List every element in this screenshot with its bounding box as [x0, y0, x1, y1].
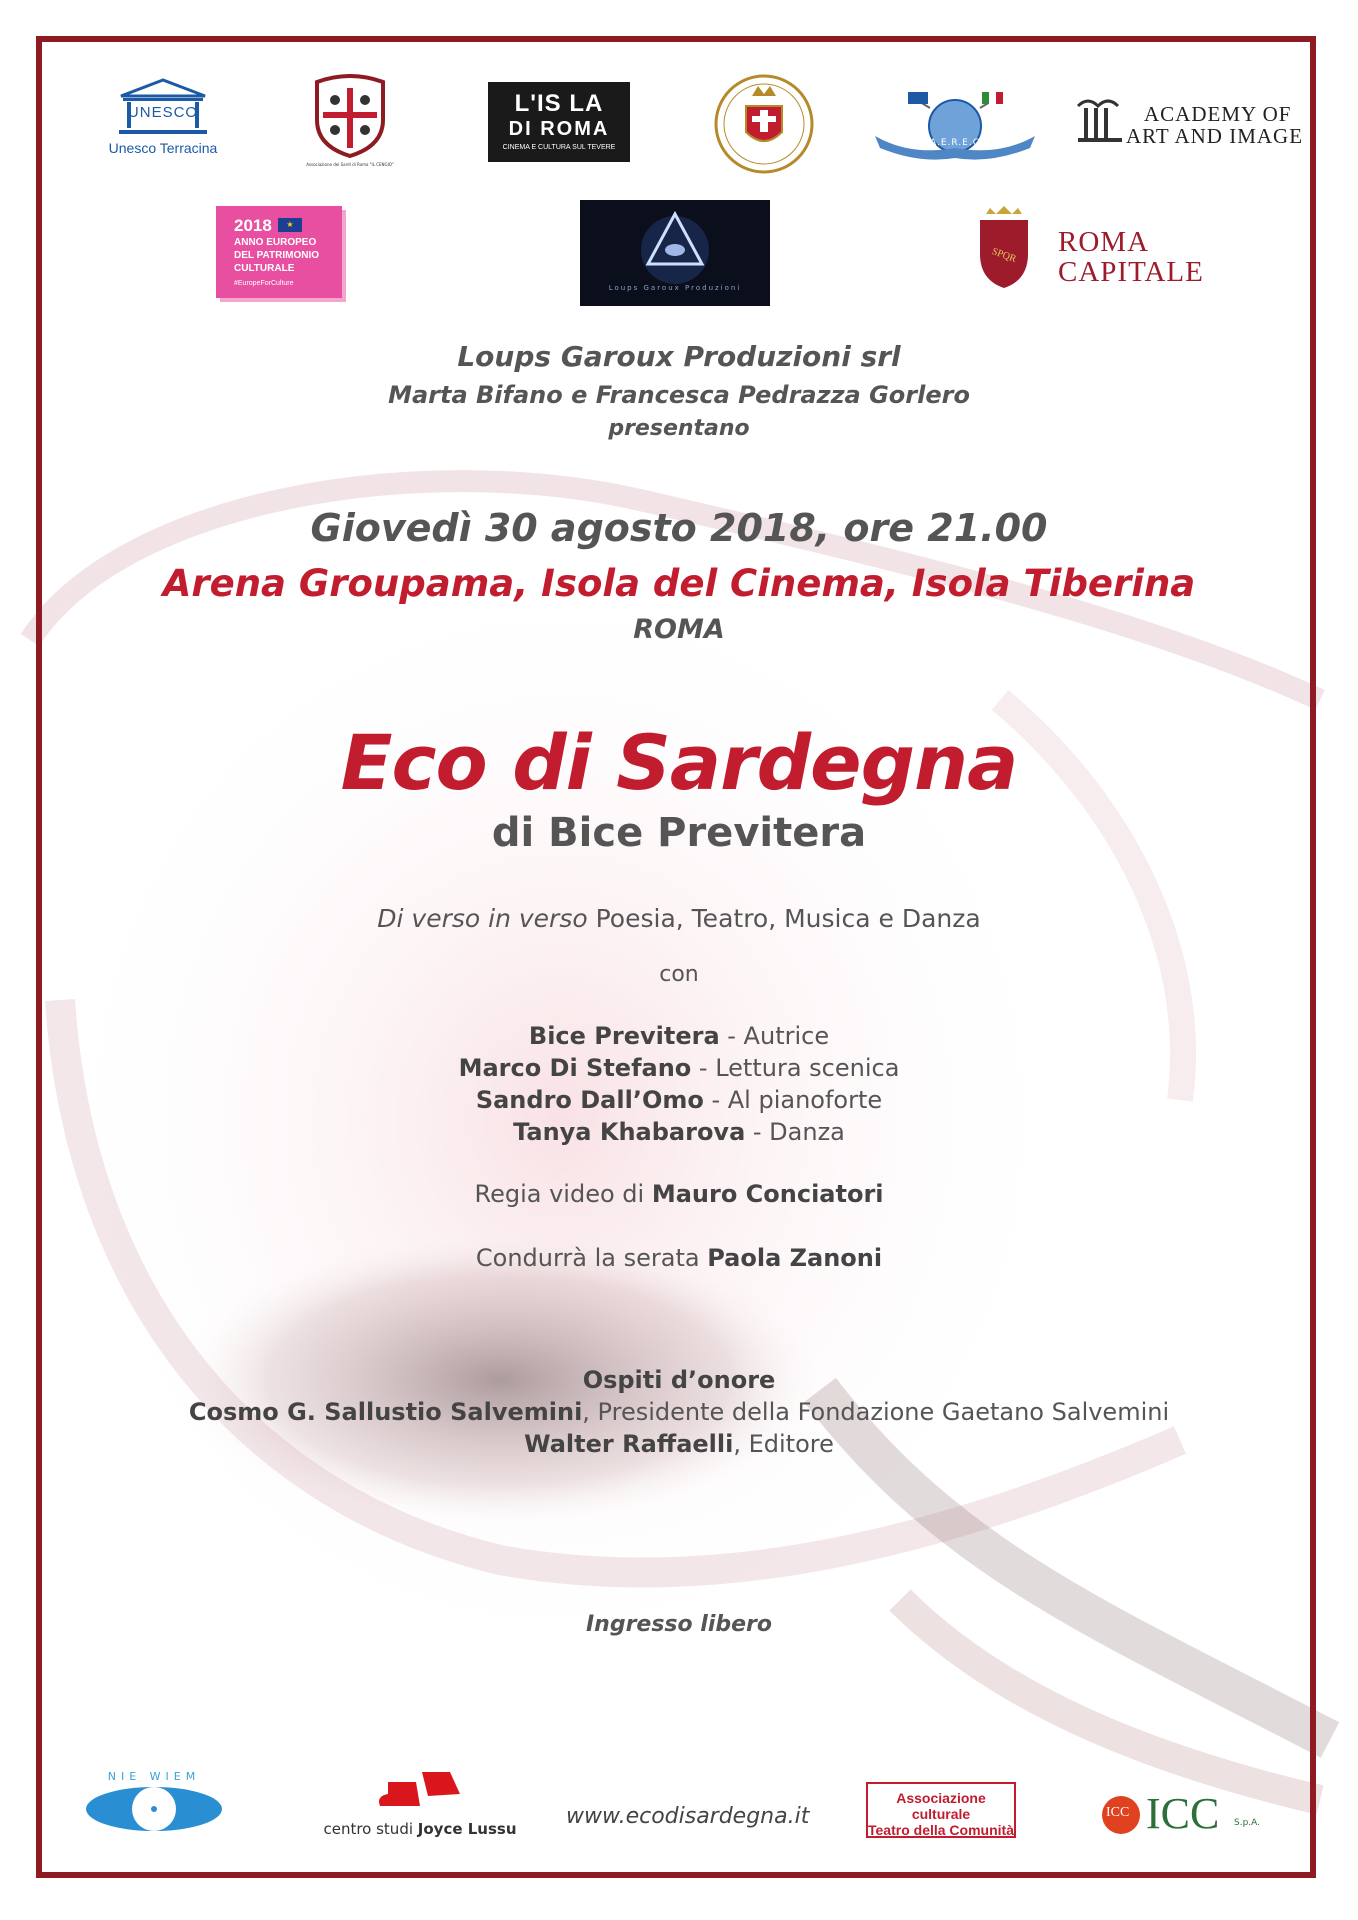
- cast-name: Marco Di Stefano: [458, 1054, 692, 1082]
- event-venue: Arena Groupama, Isola del Cinema, Isola Tiberina: [162, 562, 1196, 605]
- producer-company: Loups Garoux Produzioni srl: [457, 340, 901, 373]
- tagline-rest: Poesia, Teatro, Musica e Danza: [587, 904, 981, 933]
- producer-names: Marta Bifano e Francesca Pedrazza Gorlero: [388, 381, 970, 409]
- isola-di-roma-logo: [488, 82, 630, 162]
- academy-line1: ACADEMY OF: [1144, 102, 1292, 126]
- presentano-text: presentano: [608, 416, 750, 441]
- icc-logo: [1102, 1790, 1282, 1838]
- icc-small: ICC: [1106, 1805, 1130, 1820]
- guests-heading-text: Ospiti d’onore: [582, 1366, 776, 1394]
- website-link[interactable]: www.ecodisardegna.it: [566, 1804, 810, 1829]
- roma-capitale-logo: [976, 206, 1206, 292]
- aerec-logo: [870, 86, 1040, 166]
- teatro-comunita-logo: [866, 1782, 1016, 1838]
- icc-spa: S.p.A.: [1234, 1818, 1261, 1828]
- roma-line2: CAPITALE: [1058, 256, 1204, 288]
- eye-icon: [84, 1783, 224, 1833]
- eu-line3: CULTURALE: [234, 263, 295, 274]
- guests-block: [0, 1364, 1358, 1460]
- guest-role: , Editore: [733, 1430, 834, 1458]
- icc-big: ICC: [1146, 1789, 1220, 1838]
- cast-line: [0, 1116, 1358, 1148]
- sardinia-caption: Associazione dei Sardi di Roma "IL CENGIO": [306, 162, 394, 167]
- roma-line1: ROMA: [1058, 226, 1150, 258]
- poster-frame: [36, 36, 1316, 1878]
- guest-line: [0, 1396, 1358, 1428]
- regia-line: [0, 1180, 1358, 1208]
- guest-name: Walter Raffaelli: [524, 1430, 734, 1458]
- isola-line2: DI ROMA: [508, 118, 610, 140]
- eu-line2: DEL PATRIMONIO: [234, 250, 319, 261]
- cast-name: Bice Previtera: [528, 1022, 720, 1050]
- eu-flag-icon: ★: [278, 218, 302, 232]
- guest-role: , Presidente della Fondazione Gaetano Salvemini: [582, 1398, 1170, 1426]
- guests-heading: [0, 1364, 1358, 1396]
- crest-icon: [307, 74, 393, 158]
- tagline-italic: Di verso in verso: [377, 904, 588, 933]
- eu-tag: #EuropeForCulture: [234, 280, 294, 287]
- aerec-caption: A.E.R.E.C: [929, 138, 981, 148]
- niewiem-text: NIE WIEM: [107, 1770, 201, 1783]
- cast-role: - Lettura scenica: [691, 1054, 900, 1082]
- loups-garoux-logo: [580, 200, 770, 306]
- cast-line: [0, 1084, 1358, 1116]
- cast-role: - Danza: [745, 1118, 845, 1146]
- host-name: Paola Zanoni: [707, 1244, 883, 1272]
- cast-line: [0, 1020, 1358, 1052]
- cast-name: Tanya Khabarova: [513, 1118, 746, 1146]
- flags-emblem-icon: [870, 86, 1040, 162]
- eu-line1: ANNO EUROPEO: [234, 237, 317, 248]
- joyce-name: Joyce Lussu: [417, 1820, 517, 1838]
- cast-name: Sandro Dall’Omo: [475, 1086, 704, 1114]
- joyce-prefix: centro studi: [323, 1820, 418, 1838]
- guest-line: [0, 1428, 1358, 1460]
- red-shoes-icon: [370, 1766, 470, 1816]
- assoc-line1: Associazione culturale: [896, 1790, 986, 1822]
- cast-role: - Al pianoforte: [703, 1086, 883, 1114]
- spqr-text: SPQR: [990, 246, 1018, 265]
- con-text: con: [659, 962, 699, 987]
- academy-logo: [1076, 96, 1304, 152]
- sardinia-crest-logo: [300, 74, 400, 174]
- cast-list: [0, 1020, 1358, 1148]
- cast-line: [0, 1052, 1358, 1084]
- european-heritage-2018-logo: [216, 206, 342, 298]
- royal-seal-icon: [712, 72, 816, 176]
- academy-line2: ART AND IMAGE: [1126, 124, 1304, 148]
- unesco-caption: Unesco Terracina: [108, 140, 218, 156]
- loups-caption: Loups Garoux Produzioni: [608, 284, 742, 292]
- joyce-caption: [320, 1820, 520, 1838]
- nie-wiem-logo: [84, 1770, 224, 1830]
- guest-name: Cosmo G. Sallustio Salvemini: [188, 1398, 583, 1426]
- regia-label: Regia video di: [474, 1180, 652, 1208]
- cast-role: - Autrice: [719, 1022, 830, 1050]
- unesco-logo: [98, 78, 228, 174]
- host-line: [0, 1244, 1358, 1272]
- joyce-lussu-logo: [320, 1766, 520, 1846]
- isola-caption: CINEMA E CULTURA SUL TEVERE: [502, 144, 616, 151]
- unesco-word: UNESCO: [127, 104, 199, 121]
- royal-crest-logo: [712, 72, 816, 176]
- show-tagline: [0, 904, 1358, 933]
- show-author: di Bice Previtera: [491, 810, 867, 856]
- ingresso-libero: Ingresso libero: [585, 1612, 773, 1637]
- show-title: Eco di Sardegna: [340, 718, 1018, 807]
- event-date: Giovedì 30 agosto 2018, ore 21.00: [310, 506, 1048, 550]
- assoc-line2: Teatro della Comunità: [868, 1822, 1014, 1838]
- isola-line1: L'IS LA: [514, 90, 604, 117]
- eu-year: 2018: [234, 216, 272, 235]
- host-label: Condurrà la serata: [475, 1244, 708, 1272]
- event-city: ROMA: [633, 614, 725, 645]
- regia-name: Mauro Conciatori: [651, 1180, 884, 1208]
